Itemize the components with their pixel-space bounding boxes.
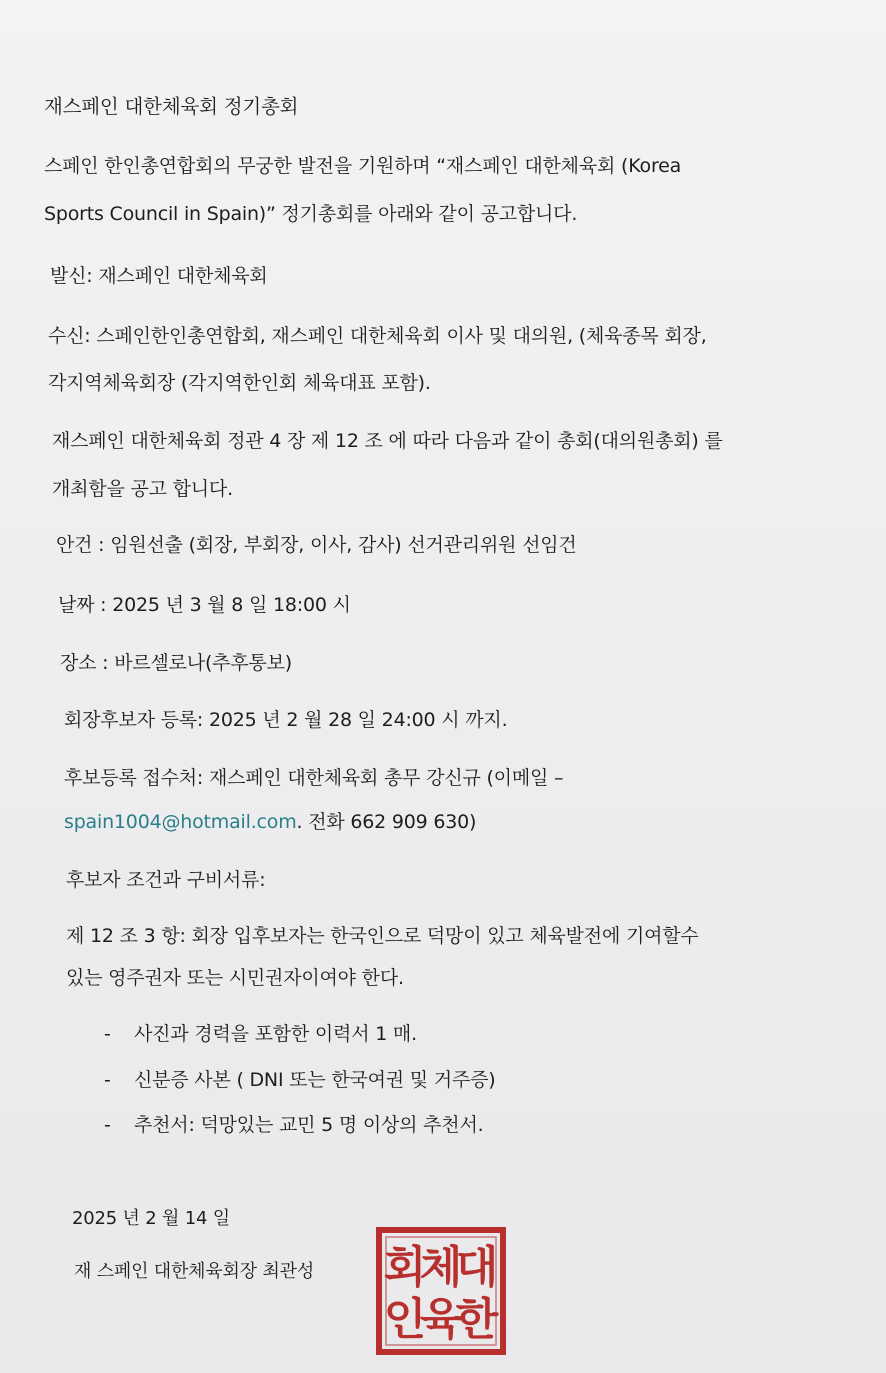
intro-text-line-1: 스페인 한인총연합회의 무궁한 발전을 기원하며 “재스페인 대한체육회 (Korea (44, 155, 682, 177)
basis-line-1: 재스페인 대한체육회 정관 4 장 제 12 조 에 따라 다음과 같이 총회(대의원총회) 를 (52, 430, 723, 452)
issue-date: 2025 년 2 월 14 일 (72, 1208, 230, 1229)
agenda-line: 안건 : 임원선출 (회장, 부회장, 이사, 감사) 선거관리위원 선임건 (56, 534, 577, 556)
intro-text-line-2: Sports Council in Spain)” 정기총회를 아래와 같이 공고합니다. (44, 203, 578, 225)
contact-line-1: 후보등록 접수처: 재스페인 대한체육회 총무 강신규 (이메일 – (64, 767, 564, 789)
registration-deadline-line: 회장후보자 등록: 2025 년 2 월 28 일 24:00 시 까지. (64, 709, 508, 731)
document-title: 재스페인 대한체육회 정기총회 (44, 95, 299, 118)
contact-email-link[interactable]: spain1004@hotmail.com (64, 811, 297, 833)
contact-line-2 (64, 808, 476, 836)
sender-line: 발신: 재스페인 대한체육회 (50, 265, 268, 287)
list-item: 신분증 사본 ( DNI 또는 한국여권 및 거주증) (134, 1069, 496, 1091)
list-item: 사진과 경력을 포함한 이력서 1 매. (134, 1023, 417, 1045)
seal-character: 육 (419, 1294, 463, 1345)
signatory-name: 재 스페인 대한체육회장 최관성 (74, 1261, 315, 1282)
date-line: 날짜 : 2025 년 3 월 8 일 18:00 시 (58, 594, 351, 616)
list-item-marker: - (104, 1069, 111, 1091)
list-item: 추천서: 덕망있는 교민 5 명 이상의 추천서. (134, 1114, 484, 1136)
list-item-marker: - (104, 1114, 111, 1136)
contact-phone: . 전화 662 909 630) (296, 811, 477, 833)
article-line-1: 제 12 조 3 항: 회장 입후보자는 한국인으로 덕망이 있고 체육발전에 기여할수 (66, 925, 699, 947)
venue-line: 장소 : 바르셀로나(추후통보) (60, 652, 293, 674)
article-line-2: 있는 영주권자 또는 시민권자이여야 한다. (66, 967, 404, 989)
recipient-line-2: 각지역체육회장 (각지역한인회 체육대표 포함). (48, 372, 431, 394)
list-item-marker: - (104, 1023, 111, 1045)
seal-character: 대 (455, 1242, 499, 1293)
requirements-heading: 후보자 조건과 구비서류: (66, 869, 266, 891)
seal-character: 회 (383, 1242, 427, 1293)
recipient-line-1: 수신: 스페인한인총연합회, 재스페인 대한체육회 이사 및 대의원, (체육종목 회장, (48, 325, 707, 347)
seal-character: 체 (419, 1242, 463, 1293)
seal-character: 한 (455, 1294, 499, 1345)
seal-character: 인 (383, 1294, 427, 1345)
basis-line-2: 개최함을 공고 합니다. (52, 478, 233, 500)
official-seal-stamp (375, 1226, 507, 1356)
